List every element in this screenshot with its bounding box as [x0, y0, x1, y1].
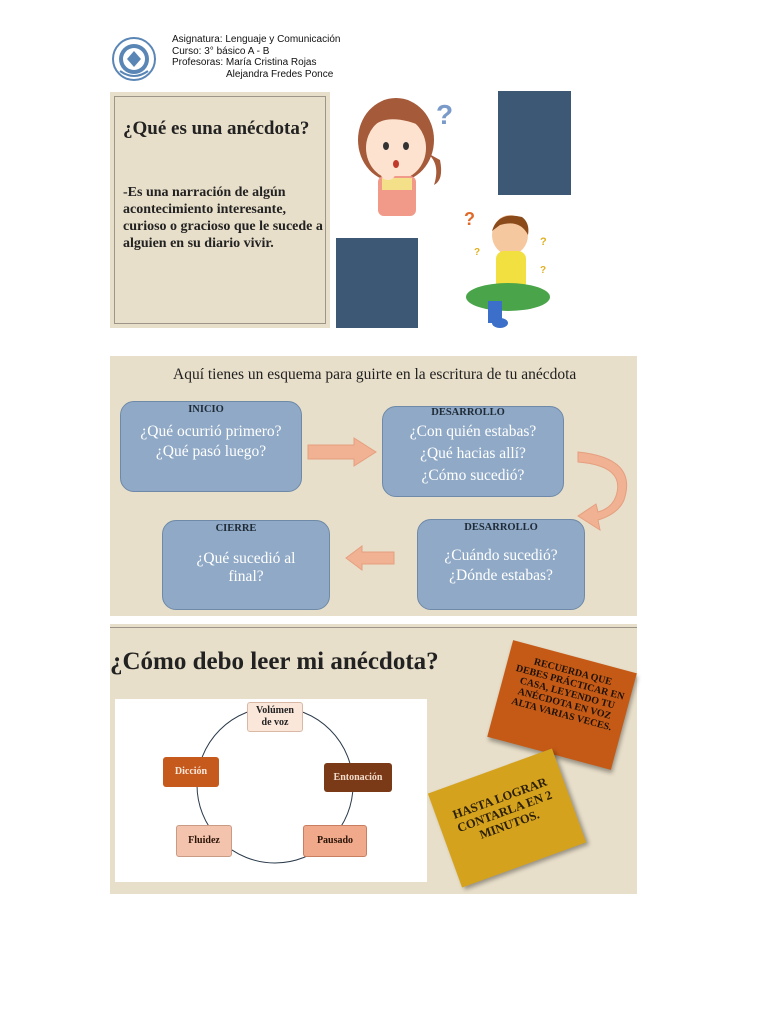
desarrollo1-question-2: ¿Qué hacias allí?	[420, 445, 526, 462]
node-volumen-line-2: de voz	[261, 717, 289, 728]
svg-text:?: ?	[540, 265, 547, 276]
inicio-question-2: ¿Qué pasó luego?	[155, 443, 267, 460]
inicio-label: INICIO	[188, 404, 224, 415]
thinking-boy-illustration	[460, 205, 555, 333]
node-volumen-line-1: Volúmen	[256, 705, 294, 716]
reading-divider	[110, 627, 637, 628]
svg-text:?: ?	[540, 236, 547, 248]
reading-title: ¿Cómo debo leer mi anécdota?	[110, 648, 439, 675]
navy-rectangle-top	[498, 91, 571, 195]
desarrollo-label-2: DESARROLLO	[464, 522, 538, 533]
desarrollo-box-2	[417, 519, 585, 610]
cierre-question-2: final?	[228, 568, 264, 585]
curved-arrow-icon	[576, 448, 636, 534]
goal-note-text: HASTA LOGRAR CONTARLA EN 2 MINUTOS.	[450, 774, 554, 842]
navy-rectangle-bottom	[336, 238, 418, 328]
node-entonacion: Entonación	[324, 763, 392, 792]
reading-cycle-diagram	[115, 699, 427, 882]
subject-line: Asignatura: Lenguaje y Comunicación	[172, 34, 341, 45]
teachers-line: Profesoras: María Cristina Rojas	[172, 57, 317, 68]
node-pausado: Pausado	[303, 825, 367, 857]
desarrollo1-question-1: ¿Con quién estabas?	[409, 423, 537, 440]
inicio-box	[120, 401, 302, 492]
document-header	[172, 34, 340, 80]
thinking-girl-illustration	[352, 90, 462, 220]
cierre-box	[162, 520, 330, 610]
arrow-right-icon	[306, 436, 378, 468]
definition-text: -Es una narración de algún acontecimiento interesante, curioso o gracioso que le sucede a alguien en su diario vivir.	[123, 185, 323, 251]
desarrollo-label-1: DESARROLLO	[431, 407, 505, 418]
cierre-label: CIERRE	[215, 523, 257, 534]
svg-text:?: ?	[436, 99, 454, 130]
svg-text:?: ?	[464, 209, 475, 229]
arrow-left-icon	[344, 544, 396, 572]
cierre-question-1: ¿Qué sucedió al	[196, 550, 296, 567]
teacher2-line: Alejandra Fredes Ponce	[226, 68, 334, 80]
node-fluidez: Fluidez	[176, 825, 232, 857]
school-logo	[110, 37, 158, 81]
definition-title: ¿Qué es una anécdota?	[123, 118, 310, 139]
desarrollo2-question-2: ¿Dónde estabas?	[449, 567, 553, 584]
desarrollo1-question-3: ¿Cómo sucedió?	[421, 467, 525, 484]
scheme-title: Aquí tienes un esquema para guirte en la escritura de tu anécdota	[173, 366, 577, 383]
desarrollo2-question-1: ¿Cuándo sucedió?	[444, 547, 558, 564]
node-volumen	[247, 702, 303, 732]
svg-text:?: ?	[474, 247, 481, 258]
desarrollo-box-1	[382, 406, 564, 497]
reminder-note-text: RECUERDA QUE DEBES PRÁCTICAR EN CASA, LEYENDO TU ANÉCDOTA EN VOZ ALTA VARIAS VECES.	[510, 656, 626, 734]
inicio-question-1: ¿Qué ocurrió primero?	[140, 423, 282, 440]
node-diccion: Dicción	[163, 757, 219, 787]
course-line: Curso: 3° básico A - B	[172, 45, 270, 57]
